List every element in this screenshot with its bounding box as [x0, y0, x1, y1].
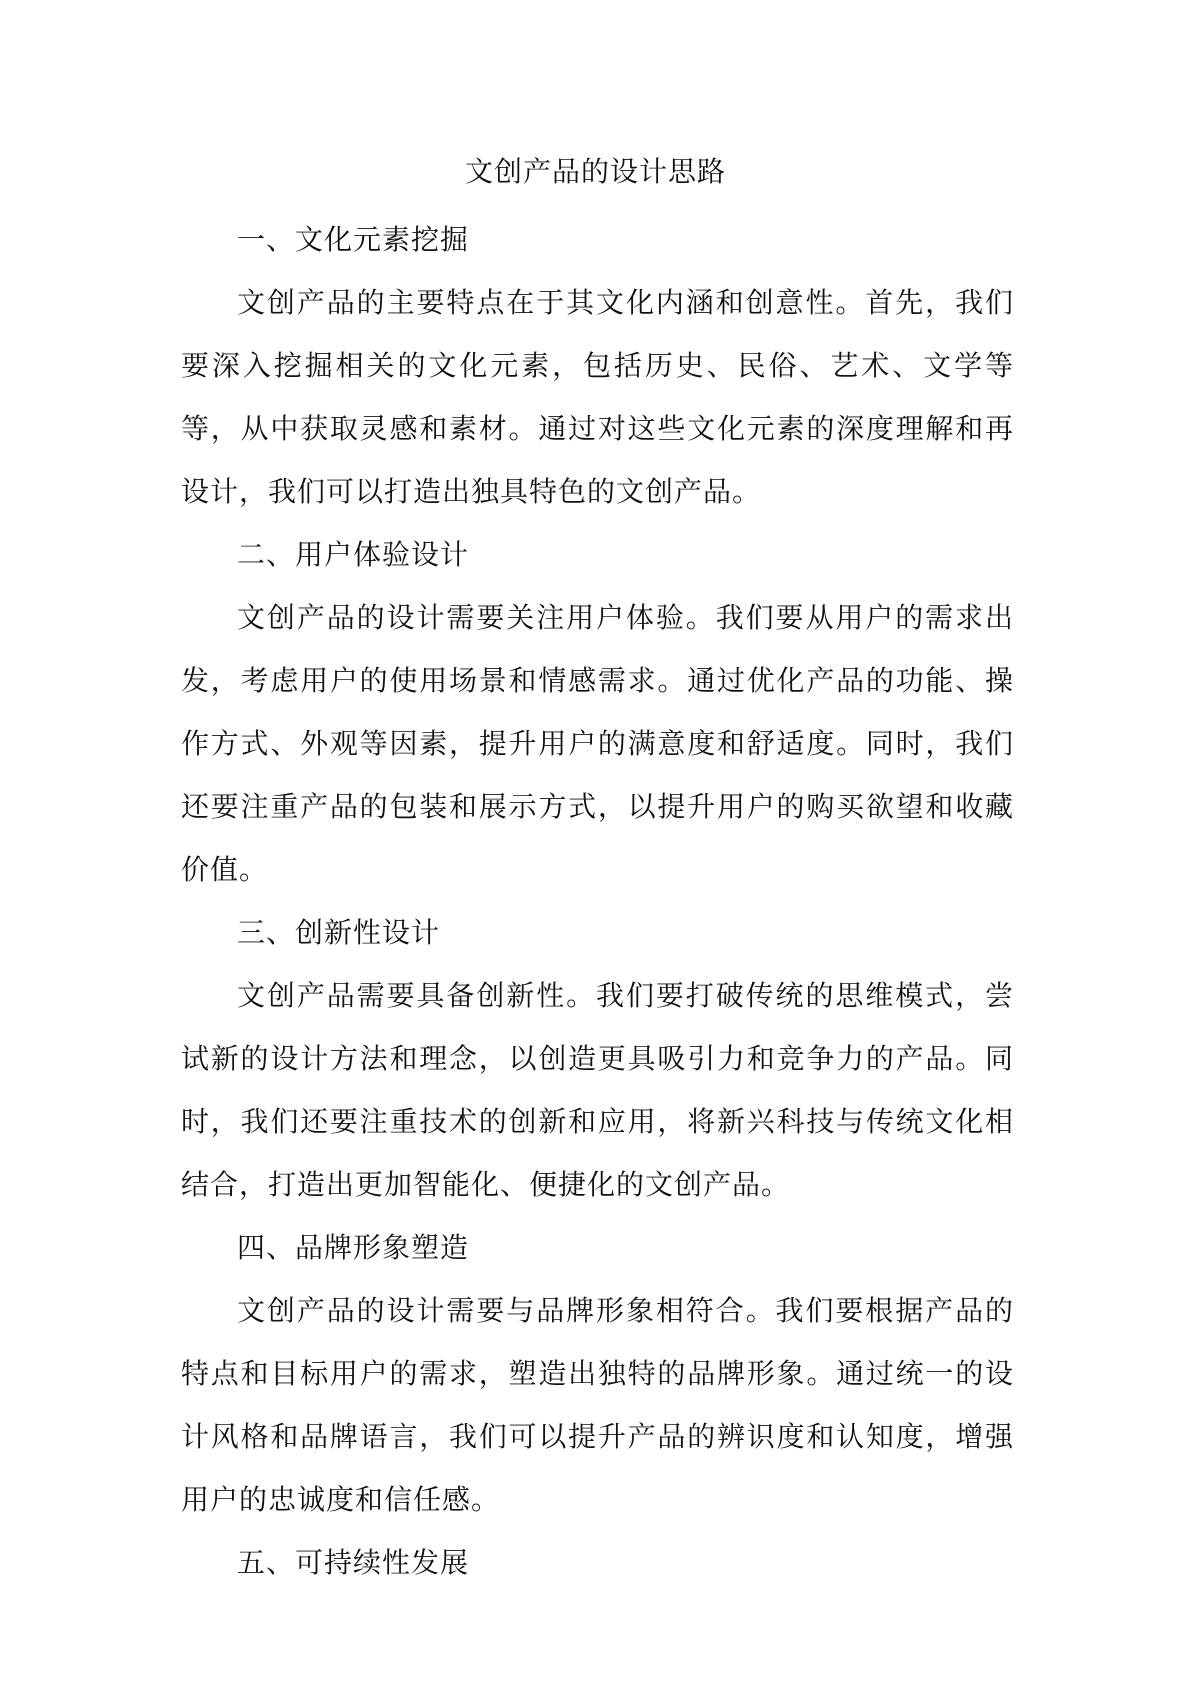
section-heading-5: 五、可持续性发展: [237, 1546, 470, 1579]
section-heading-4: 四、品牌形象塑造: [237, 1231, 470, 1264]
section-paragraph-4: 文创产品的设计需要与品牌形象相符合。我们要根据产品的特点和目标用户的需求，塑造出独特的品牌形象。通过统一的设计风格和品牌语言，我们可以提升产品的辨识度和认知度，增强用户的忠诚度和信任感。: [181, 1294, 1014, 1516]
section-paragraph-2: 文创产品的设计需要关注用户体验。我们要从用户的需求出发，考虑用户的使用场景和情感需求。通过优化产品的功能、操作方式、外观等因素，提升用户的满意度和舒适度。同时，我们还要注重产品的包装和展示方式，以提升用户的购买欲望和收藏价值。: [181, 601, 1014, 886]
section-heading-1: 一、文化元素挖掘: [237, 223, 470, 256]
section-paragraph-1: 文创产品的主要特点在于其文化内涵和创意性。首先，我们要深入挖掘相关的文化元素，包括历史、民俗、艺术、文学等等，从中获取灵感和素材。通过对这些文化元素的深度理解和再设计，我们可以打造出独具特色的文创产品。: [181, 286, 1014, 508]
document-title: 文创产品的设计思路: [464, 155, 726, 188]
document-body: [181, 208, 1014, 1594]
section-heading-2: 二、用户体验设计: [237, 538, 470, 571]
section-heading-3: 三、创新性设计: [237, 916, 441, 949]
section-paragraph-3: 文创产品需要具备创新性。我们要打破传统的思维模式，尝试新的设计方法和理念，以创造更具吸引力和竞争力的产品。同时，我们还要注重技术的创新和应用，将新兴科技与传统文化相结合，打造出更加智能化、便捷化的文创产品。: [181, 979, 1014, 1201]
